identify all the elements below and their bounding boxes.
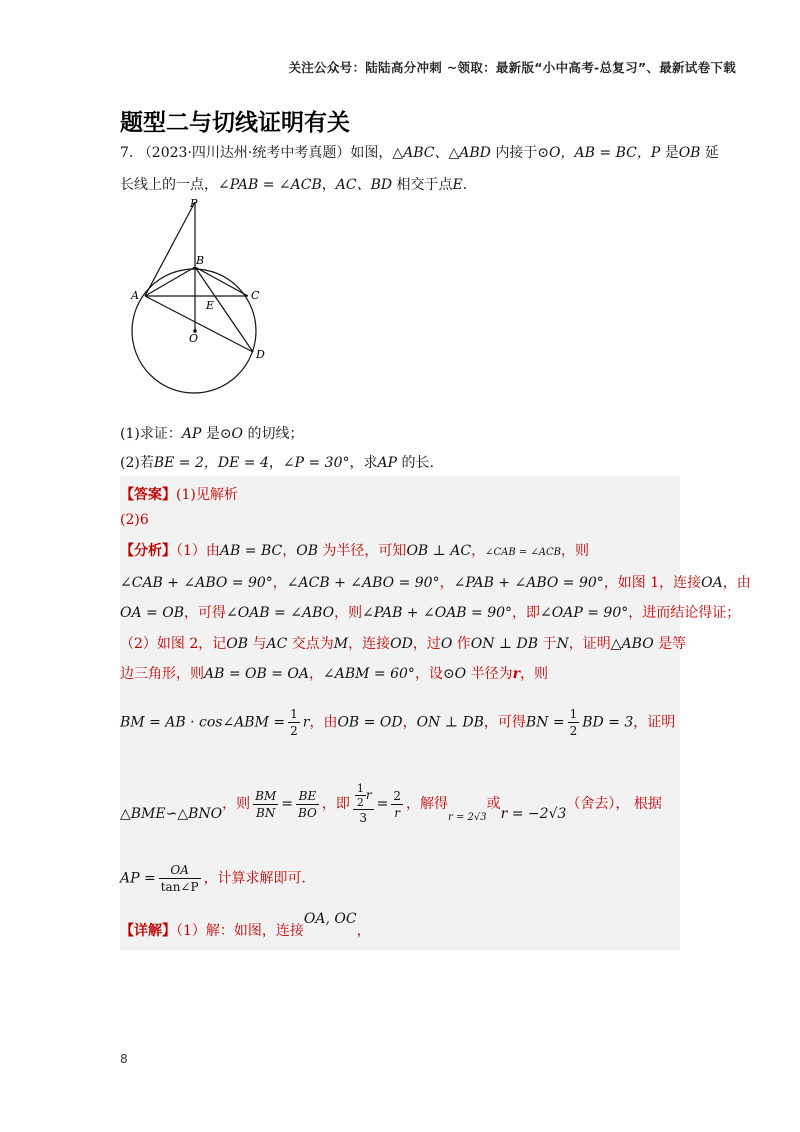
answer-line-2: (2)6 <box>120 512 149 528</box>
segment-bc <box>195 267 248 296</box>
fraction-complex: $\frac{1}{2}$ r 3 <box>353 782 374 826</box>
analysis-line-4: （2）如图 2，记OB 与AC 交点为M，连接OD，过O 作ON ⊥ DB 于N，证明△ABO 是等 <box>120 636 687 652</box>
problem-number: 7. <box>120 145 134 161</box>
detail-tag: 【详解】 <box>120 923 176 939</box>
analysis-line-5: 边三角形，则AB = OB = OA，∠ABM = 60°，设⊙O 半径为r，则 <box>120 666 548 682</box>
problem-source: （2023·四川达州·统考中考真题） <box>137 145 351 161</box>
analysis-line-6: BM = AB · cos∠ABM = $\frac{1}{2}$ r，由OB = OD，ON ⊥ DB，可得BN = $\frac{1}{2}$ BD = 3，证明 <box>120 707 676 738</box>
label-p: P <box>190 197 198 210</box>
analysis-tag: 【分析】 <box>120 543 176 559</box>
fraction-one-half: $\frac{1}{2}$ <box>290 707 298 738</box>
analysis-line-1: 【分析】（1）由AB = BC，OB 为半径，可知OB ⊥ AC，∠CAB = ∠ACB，则 <box>120 543 590 559</box>
analysis-line-8: AP = $\frac{OA}{\tan\angle P}$ ，计算求解即可. <box>120 863 307 894</box>
segment-bd <box>195 267 253 352</box>
label-d: D <box>256 348 265 361</box>
label-e: E <box>206 299 215 312</box>
segment-ad <box>145 296 253 352</box>
fraction-one-half-2: $\frac{1}{2}$ <box>569 707 578 738</box>
section-title: 题型二与切线证明有关 <box>120 110 350 136</box>
label-o: O <box>189 332 199 345</box>
problem-line-2: 长线上的一点，∠PAB = ∠ACB，AC、BD 相交于点E. <box>120 177 468 193</box>
analysis-line-7: △BME∽△BNO，则 $\frac{BM}{BN}$ = $\frac{BE}{BO}$ ，即 $\frac{1}{2}$ r 3 = $\frac{2}{r}$ ，解得$_{r = 2√3}$或r = −2√3（舍去）， 根据 <box>120 782 662 825</box>
label-b: B <box>196 254 205 267</box>
fraction-bm-bn: $\frac{BM}{BN}$ <box>255 788 277 820</box>
detail-line: 【详解】（1）解：如图，连接OA, OC， <box>120 911 371 939</box>
question-1: (1)求证：AP 是⊙O 的切线； <box>120 426 304 442</box>
problem-line-1: 7. （2023·四川达州·统考中考真题）如图，△ABC、△ABD 内接于⊙O，AB = BC，P 是OB 延 <box>120 145 719 161</box>
fraction-2-r: $\frac{2}{r}$ <box>393 788 401 820</box>
question-2: (2)若BE = 2，DE = 4，∠P = 30°，求AP 的长. <box>120 455 434 471</box>
label-a: A <box>131 289 139 302</box>
analysis-line-2: ∠CAB + ∠ABO = 90°，∠ACB + ∠ABO = 90°，∠PAB + ∠ABO = 90°，如图 1，连接OA，由 <box>120 575 751 591</box>
answer-tag: 【答案】 <box>120 487 176 503</box>
fraction-be-bo: $\frac{BE}{BO}$ <box>297 788 317 820</box>
fraction-oa-tanp: $\frac{OA}{\tan\angle P}$ <box>160 863 199 894</box>
analysis-line-3: OA = OB，可得∠OAB = ∠ABO，则∠PAB + ∠OAB = 90°，即∠OAP = 90°，进而结论得证； <box>120 605 741 621</box>
label-c: C <box>251 289 260 302</box>
answer-line-1: 【答案】(1)见解析 <box>120 487 238 503</box>
page-header: 关注公众号：陆陆高分冲刺 ~领取：最新版“小中高考-总复习”、最新试卷下载 <box>288 60 736 75</box>
geometry-figure <box>120 190 290 400</box>
page-number: 8 <box>120 1052 128 1066</box>
